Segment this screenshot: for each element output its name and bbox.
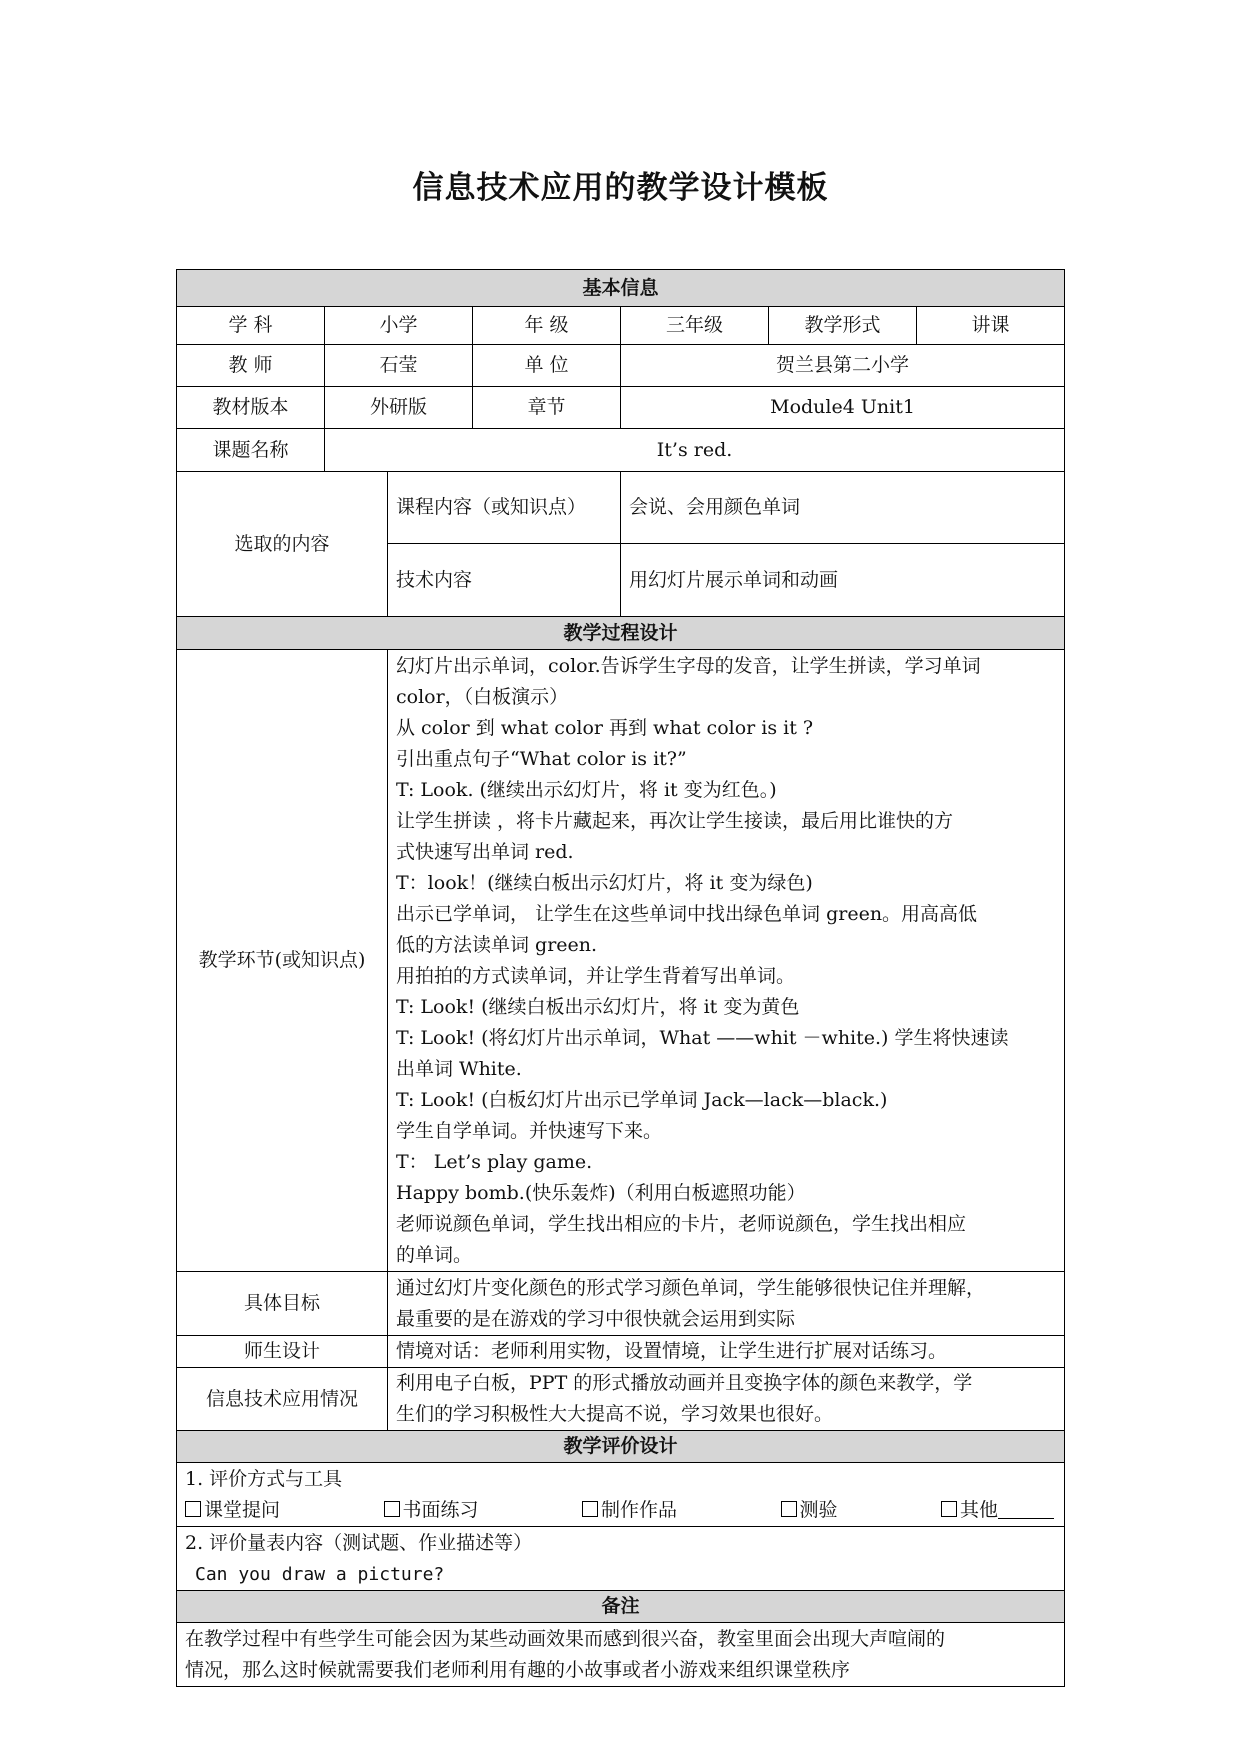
step-line: 用拍拍的方式读单词，并让学生背着写出单词。 <box>396 964 796 987</box>
step-line: 式快速写出单词 red. <box>396 840 574 863</box>
unit-label: 单 位 <box>473 345 621 387</box>
evaluation-scale-value: Can you draw a picture? <box>195 1563 445 1585</box>
option-other[interactable]: 其他 <box>941 1495 1054 1526</box>
step-line: color，（白板演示） <box>396 685 569 708</box>
edition-value: 外研版 <box>325 387 473 429</box>
step-line: 学生自学单词。并快速写下来。 <box>396 1119 663 1142</box>
step-line: T: Look! (继续白板出示幻灯片，将 it 变为黄色 <box>396 995 800 1018</box>
evaluation-scale-title: 2. 评价量表内容（测试题、作业描述等） <box>185 1531 533 1554</box>
step-line: 幻灯片出示单词，color.告诉学生字母的发音，让学生拼读，学习单词 <box>396 654 981 677</box>
section-evaluation-design: 教学评价设计 <box>177 1431 1065 1463</box>
step-line: 老师说颜色单词，学生找出相应的卡片，老师说颜色，学生找出相应 <box>396 1212 967 1235</box>
teaching-form-value: 讲课 <box>917 307 1065 345</box>
tech-content-label: 技术内容 <box>388 544 621 617</box>
section-basic-info: 基本信息 <box>177 270 1065 307</box>
step-line: 的单词。 <box>396 1243 473 1266</box>
it-application-label: 信息技术应用情况 <box>177 1368 388 1431</box>
step-line: 出示已学单词， 让学生在这些单词中找出绿色单词 green。用高高低 <box>396 902 978 925</box>
section-remarks: 备注 <box>177 1591 1065 1623</box>
it-line: 利用电子白板，PPT 的形式播放动画并且变换字体的颜色来教学，学 <box>396 1372 973 1394</box>
checkbox[interactable] <box>384 1501 400 1517</box>
teaching-steps-label: 教学环节(或知识点) <box>177 650 388 1272</box>
step-line: T: Look! (白板幻灯片出示已学单词 Jack—lack—black.) <box>396 1088 888 1111</box>
chapter-label: 章节 <box>473 387 621 429</box>
unit-value: 贺兰县第二小学 <box>621 345 1065 387</box>
step-line: 引出重点句子“What color is it?” <box>396 747 687 770</box>
step-line: 低的方法读单词 green. <box>396 933 598 956</box>
subject-value: 小学 <box>325 307 473 345</box>
teacher-label: 教 师 <box>177 345 325 387</box>
step-line: 从 color 到 what color 再到 what color is it ? <box>396 716 814 739</box>
lesson-plan-table <box>176 269 1065 1687</box>
step-line: T：look！(继续白板出示幻灯片，将 it 变为绿色) <box>396 871 813 894</box>
tech-content-value: 用幻灯片展示单词和动画 <box>621 544 1065 617</box>
evaluation-scale <box>177 1527 1065 1591</box>
option-class-questions[interactable]: 课堂提问 <box>185 1495 280 1526</box>
other-blank-line <box>998 1498 1054 1519</box>
checkbox[interactable] <box>941 1501 957 1517</box>
step-line: 出单词 White. <box>396 1057 522 1080</box>
it-line: 生们的学习积极性大大提高不说，学习效果也很好。 <box>396 1403 834 1425</box>
option-written-exercise[interactable]: 书面练习 <box>384 1495 479 1526</box>
specific-goal-label: 具体目标 <box>177 1272 388 1336</box>
course-content-label: 课程内容（或知识点） <box>388 472 621 544</box>
chapter-value: Module4 Unit1 <box>621 387 1065 429</box>
subject-label: 学 科 <box>177 307 325 345</box>
step-line: 让学生拼读 ，将卡片藏起来，再次让学生接读，最后用比谁快的方 <box>396 809 954 832</box>
topic-label: 课题名称 <box>177 429 325 472</box>
checkbox[interactable] <box>185 1501 201 1517</box>
document-title: 信息技术应用的教学设计模板 <box>412 170 829 206</box>
it-application-content <box>388 1368 1065 1431</box>
grade-value: 三年级 <box>621 307 769 345</box>
option-quiz[interactable]: 测验 <box>781 1495 838 1526</box>
step-line: T： Let’s play game. <box>396 1150 593 1173</box>
specific-goal-content <box>388 1272 1065 1336</box>
section-teaching-process: 教学过程设计 <box>177 617 1065 650</box>
step-line: Happy bomb.(快乐轰炸)（利用白板遮照功能） <box>396 1181 806 1204</box>
teaching-steps-content <box>388 650 1065 1272</box>
course-content-value: 会说、会用颜色单词 <box>621 472 1065 544</box>
evaluation-methods-title: 1. 评价方式与工具 <box>185 1467 343 1490</box>
remarks-content <box>177 1623 1065 1687</box>
evaluation-methods <box>177 1463 1065 1527</box>
goal-line: 通过幻灯片变化颜色的形式学习颜色单词，学生能够很快记住并理解， <box>396 1276 986 1299</box>
teacher-student-design-label: 师生设计 <box>177 1336 388 1368</box>
teaching-form-label: 教学形式 <box>769 307 917 345</box>
goal-line: 最重要的是在游戏的学习中很快就会运用到实际 <box>396 1307 796 1330</box>
topic-value: It’s red. <box>325 429 1065 472</box>
checkbox[interactable] <box>582 1501 598 1517</box>
checkbox[interactable] <box>781 1501 797 1517</box>
step-line: T: Look. (继续出示幻灯片，将 it 变为红色。) <box>396 778 777 801</box>
option-make-work[interactable]: 制作作品 <box>582 1495 677 1526</box>
evaluation-options <box>185 1495 1056 1526</box>
teacher-value: 石莹 <box>325 345 473 387</box>
edition-label: 教材版本 <box>177 387 325 429</box>
grade-label: 年 级 <box>473 307 621 345</box>
remarks-line: 在教学过程中有些学生可能会因为某些动画效果而感到很兴奋，教室里面会出现大声喧闹的 <box>185 1627 946 1650</box>
step-line: T: Look! (将幻灯片出示单词，What ——whit －white.) 学生将快速读 <box>396 1026 1009 1049</box>
teacher-student-design-value: 情境对话：老师利用实物，设置情境，让学生进行扩展对话练习。 <box>388 1336 1065 1368</box>
remarks-line: 情况，那么这时候就需要我们老师利用有趣的小故事或者小游戏来组织课堂秩序 <box>185 1658 851 1681</box>
selected-content-label: 选取的内容 <box>177 472 388 617</box>
